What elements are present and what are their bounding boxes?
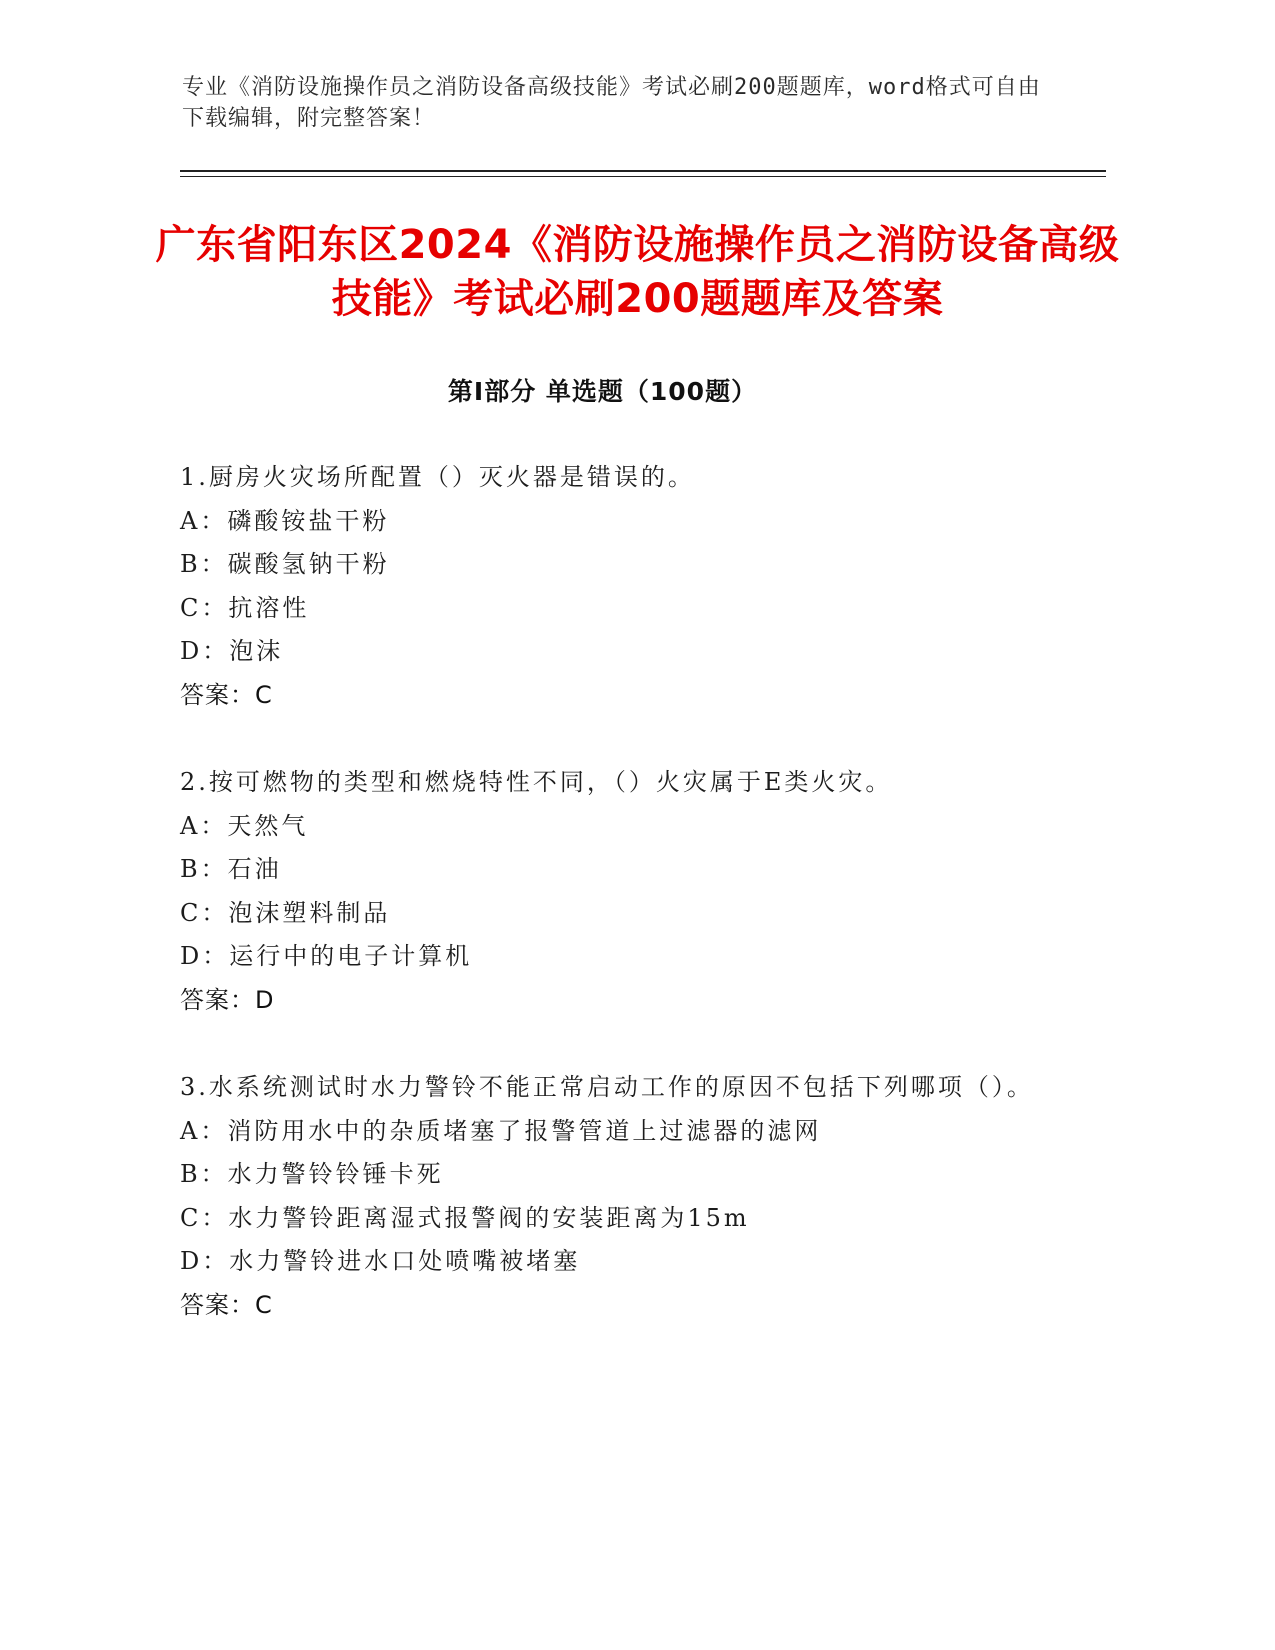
answer: 答案：D	[180, 985, 275, 1014]
header-divider-thick	[180, 170, 1106, 172]
question-list	[180, 456, 1040, 1371]
option-d: D：运行中的电子计算机	[180, 942, 473, 970]
answer: 答案：C	[180, 680, 273, 709]
option-a: A：天然气	[180, 811, 309, 840]
section-heading: 第Ⅰ部分 单选题（100题）	[447, 377, 758, 406]
question-stem: 2.按可燃物的类型和燃烧特性不同，（）火灾属于E类火灾。	[180, 768, 893, 796]
option-b: B：碳酸氢钠干粉	[180, 550, 390, 578]
answer: 答案：C	[180, 1290, 273, 1319]
option-c: C：抗溶性	[180, 593, 310, 622]
header-divider-thin	[180, 176, 1106, 177]
question-1	[180, 456, 1040, 717]
question-stem: 1.厨房火灾场所配置（）灭火器是错误的。	[180, 463, 695, 491]
header-note: 专业《消防设施操作员之消防设备高级技能》考试必刷200题题库，word格式可自由下载编辑，附完整答案！	[182, 75, 1041, 131]
option-d: D：泡沫	[180, 637, 284, 665]
question-stem: 3.水系统测试时水力警铃不能正常启动工作的原因不包括下列哪项（）。	[180, 1073, 1034, 1101]
option-b: B：水力警铃铃锤卡死	[180, 1160, 444, 1188]
option-c: C：泡沫塑料制品	[180, 898, 391, 927]
option-b: B：石油	[180, 855, 282, 883]
document-title: 广东省阳东区2024《消防设施操作员之消防设备高级技能》考试必刷200题题库及答案	[155, 222, 1120, 322]
option-d: D：水力警铃进水口处喷嘴被堵塞	[180, 1247, 581, 1275]
option-c: C：水力警铃距离湿式报警阀的安装距离为15m	[180, 1203, 750, 1232]
option-a: A：消防用水中的杂质堵塞了报警管道上过滤器的滤网	[180, 1116, 822, 1145]
question-2	[180, 761, 1040, 1022]
option-a: A：磷酸铵盐干粉	[180, 506, 390, 535]
question-3	[180, 1066, 1040, 1327]
